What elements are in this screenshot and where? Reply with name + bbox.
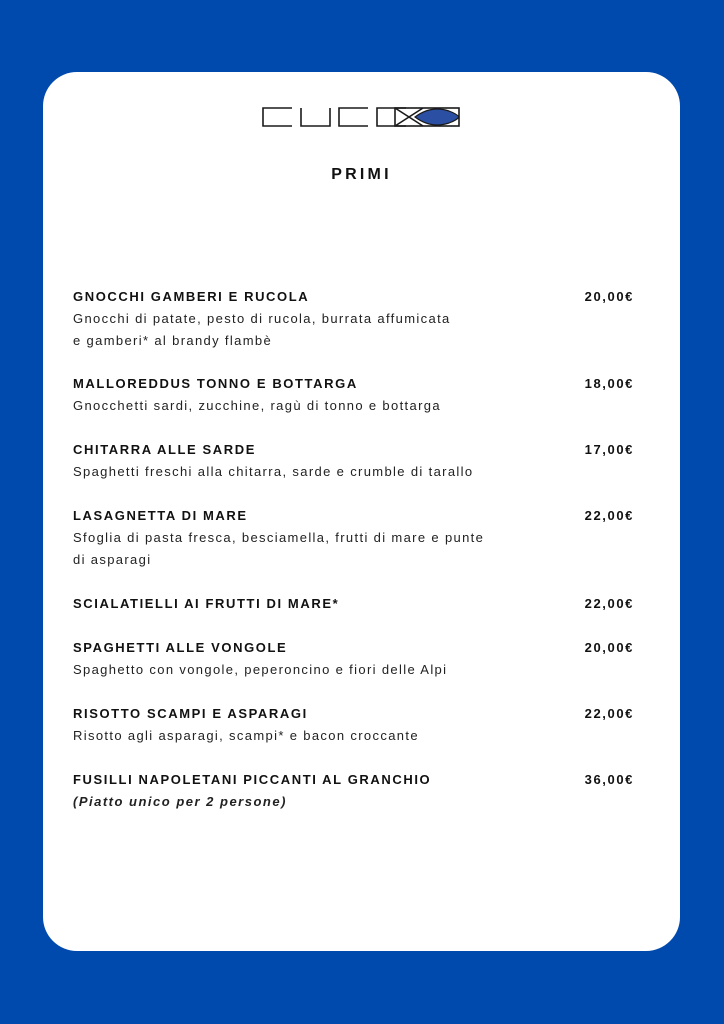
description-line: e gamberi* al brandy flambè: [73, 333, 273, 348]
dish-description: [73, 395, 573, 417]
dish-note: [73, 791, 573, 813]
description-line: di asparagi: [73, 552, 152, 567]
description-line: Spaghetto con vongole, peperoncino e fiori delle Alpi: [73, 662, 448, 677]
dish-name: RISOTTO SCAMPI E ASPARAGI: [73, 706, 308, 721]
menu-item: [73, 639, 647, 681]
cucco-logo: [261, 106, 461, 128]
fish-icon: [415, 109, 459, 125]
dish-description: [73, 308, 573, 352]
dish-name: SCIALATIELLI AI FRUTTI DI MARE*: [73, 596, 340, 611]
dish-name: LASAGNETTA DI MARE: [73, 508, 248, 523]
dish-description: [73, 461, 633, 483]
description-line: Sfoglia di pasta fresca, besciamella, frutti di mare e punte: [73, 530, 485, 545]
menu-item: [73, 375, 647, 417]
dish-name: CHITARRA ALLE SARDE: [73, 442, 257, 457]
dish-price: 18,00€: [584, 376, 634, 391]
dish-description: [73, 725, 573, 747]
menu-item: [73, 771, 647, 813]
description-line: Risotto agli asparagi, scampi* e bacon croccante: [73, 728, 419, 743]
menu-item: [73, 705, 647, 747]
dish-name: FUSILLI NAPOLETANI PICCANTI AL GRANCHIO: [73, 772, 432, 787]
dish-description: [73, 527, 593, 571]
dish-name: SPAGHETTI ALLE VONGOLE: [73, 640, 288, 655]
dish-name: MALLOREDDUS TONNO E BOTTARGA: [73, 376, 358, 391]
dish-price: 22,00€: [584, 596, 634, 611]
menu-item: [73, 288, 647, 352]
description-line: Spaghetti freschi alla chitarra, sarde e crumble di tarallo: [73, 464, 474, 479]
menu-item: [73, 441, 647, 483]
dish-name: GNOCCHI GAMBERI E RUCOLA: [73, 289, 310, 304]
description-line: (Piatto unico per 2 persone): [73, 794, 287, 809]
dish-price: 36,00€: [584, 772, 634, 787]
section-title: PRIMI: [331, 166, 392, 183]
dish-price: 20,00€: [584, 289, 634, 304]
description-line: Gnocchetti sardi, zucchine, ragù di tonno e bottarga: [73, 398, 441, 413]
menu-card: [43, 72, 680, 951]
dish-description: [73, 659, 573, 681]
menu-item: [73, 507, 647, 571]
dish-price: 22,00€: [584, 508, 634, 523]
dish-price: 22,00€: [584, 706, 634, 721]
dish-price: 17,00€: [584, 442, 634, 457]
description-line: Gnocchi di patate, pesto di rucola, burrata affumicata: [73, 311, 451, 326]
menu-item: [73, 595, 647, 613]
dish-price: 20,00€: [584, 640, 634, 655]
